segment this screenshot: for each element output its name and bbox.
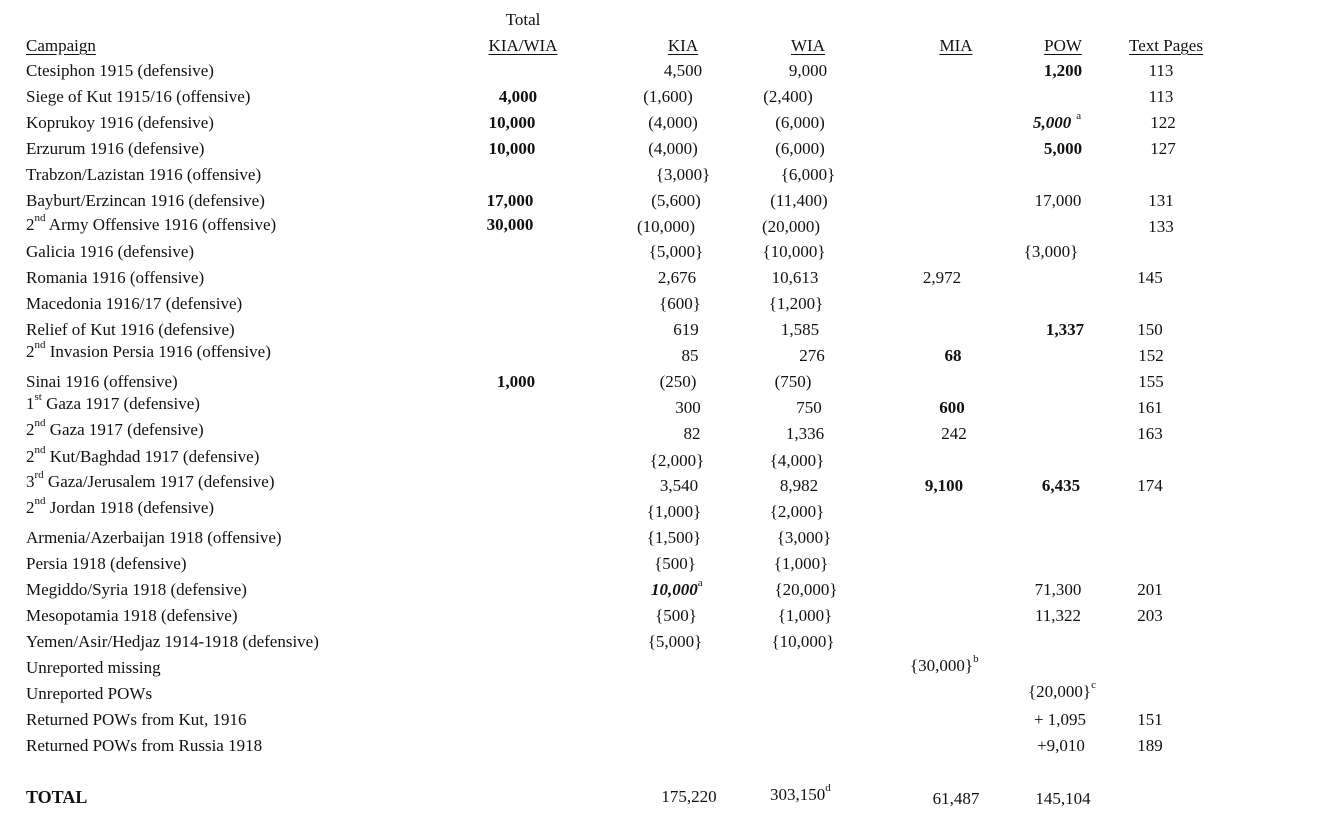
header-total-top: Total (505, 10, 541, 29)
row-pages: 127 (1150, 139, 1176, 158)
row-wia: {2,000} (769, 502, 825, 521)
row-mia: 68 (944, 346, 962, 365)
row-campaign: 1st Gaza 1917 (defensive) (26, 391, 200, 413)
row-kia: 300 (675, 398, 701, 417)
row-campaign: 2nd Jordan 1918 (defensive) (26, 495, 215, 517)
row-pow: 1,200 (1043, 61, 1083, 80)
row-campaign: Persia 1918 (defensive) (26, 554, 187, 573)
footnote-d: d (825, 782, 831, 795)
total-kia: 175,220 (661, 787, 717, 806)
total-label: TOTAL (26, 787, 88, 807)
row-kia: 4,500 (663, 61, 703, 80)
row-campaign: Erzurum 1916 (defensive) (26, 139, 205, 158)
row-kia: (5,600) (651, 191, 701, 210)
row-wia: {6,000} (780, 165, 836, 184)
footnote-a: a (1076, 110, 1082, 123)
row-campaign: Siege of Kut 1915/16 (offensive) (26, 87, 251, 106)
row-pages: 201 (1137, 580, 1163, 599)
header-text-pages: Text Pages (1129, 36, 1203, 55)
row-wia: {1,200} (768, 294, 824, 313)
total-mia: 61,487 (932, 789, 980, 808)
row-campaign: Macedonia 1916/17 (defensive) (26, 294, 243, 313)
row-mia: 242 (941, 424, 967, 443)
row-wia: 276 (799, 346, 825, 365)
footnote-c: c (1091, 679, 1096, 692)
row-campaign: Relief of Kut 1916 (defensive) (26, 320, 235, 339)
header-kia: KIA (667, 36, 699, 55)
header-wia: WIA (791, 36, 825, 55)
row-pow: 5,000 (1043, 139, 1083, 158)
row-wia: {1,000} (773, 554, 829, 573)
row-pages: 131 (1148, 191, 1174, 210)
row-campaign: Unreported POWs (26, 684, 153, 703)
row-kia: {500} (655, 606, 697, 625)
row-wia: 9,000 (788, 61, 828, 80)
total-wia: 303,150$^d$ (770, 782, 831, 804)
row-campaign: Armenia/Azerbaijan 1918 (offensive) (26, 528, 282, 547)
row-kia: 85 (681, 346, 699, 365)
row-kia: (250) (659, 372, 697, 391)
row-kia: {600} (659, 294, 701, 313)
row-campaign: 3rd Gaza/Jerusalem 1917 (defensive) (26, 469, 275, 491)
row-campaign: Sinai 1916 (offensive) (26, 372, 178, 391)
row-wia: {3,000} (776, 528, 832, 547)
row-kia: {2,000} (649, 451, 705, 470)
row-pow: $\{20,000\}^c$ (1028, 679, 1096, 701)
row-kia: (4,000) (648, 113, 698, 132)
row-campaign: 2nd Gaza 1917 (defensive) (26, 417, 204, 439)
row-pages: 152 (1138, 346, 1164, 365)
row-wia: {10,000} (771, 632, 835, 651)
row-pages: 133 (1148, 217, 1174, 236)
row-kia: {3,000} (655, 165, 711, 184)
row-campaign: 2nd Kut/Baghdad 1917 (defensive) (26, 444, 260, 466)
row-kia: 2,676 (657, 268, 697, 287)
row-campaign: Koprukoy 1916 (defensive) (26, 113, 214, 132)
header-total-kia-wia: KIA/WIA (488, 36, 558, 55)
row-wia: (20,000) (761, 217, 821, 236)
row-wia: (6,000) (775, 139, 825, 158)
row-wia: 1,585 (780, 320, 820, 339)
row-wia: (6,000) (775, 113, 825, 132)
row-kia: {5,000} (648, 242, 704, 261)
row-wia: 10,613 (771, 268, 819, 287)
row-wia: {20,000} (774, 580, 838, 599)
row-campaign: Yemen/Asir/Hedjaz 1914-1918 (defensive) (26, 632, 319, 651)
row-total: 1,000 (496, 372, 536, 391)
row-campaign: Returned POWs from Russia 1918 (26, 736, 263, 755)
row-pages: 203 (1137, 606, 1163, 625)
row-kia: (1,600) (643, 87, 693, 106)
header-campaign: Campaign (26, 36, 96, 55)
row-total: 30,000 (486, 215, 534, 234)
row-pages: 163 (1137, 424, 1163, 443)
row-pow: 17,000 (1034, 191, 1082, 210)
row-pages: 113 (1148, 61, 1174, 80)
row-campaign: 2nd Invasion Persia 1916 (offensive) (26, 339, 271, 361)
row-pages: 155 (1138, 372, 1164, 391)
row-total: 10,000 (488, 113, 536, 132)
row-pages: 150 (1137, 320, 1163, 339)
row-wia: 750 (796, 398, 822, 417)
row-kia: {5,000} (647, 632, 703, 651)
row-wia: {4,000} (769, 451, 825, 470)
row-pow: 71,300 (1034, 580, 1082, 599)
row-mia: 2,972 (922, 268, 962, 287)
row-pages: 113 (1148, 87, 1174, 106)
row-campaign: Megiddo/Syria 1918 (defensive) (26, 580, 247, 599)
footnote-a: a (697, 577, 703, 590)
row-wia: (11,400) (770, 191, 828, 210)
row-campaign: Returned POWs from Kut, 1916 (26, 710, 247, 729)
row-pow: +9,010 (1037, 736, 1085, 755)
row-pages: 189 (1137, 736, 1163, 755)
header-pow: POW (1044, 36, 1082, 55)
row-pages: 122 (1150, 113, 1176, 132)
total-pow: 145,104 (1035, 789, 1091, 808)
row-pow: 6,435 (1041, 476, 1081, 495)
row-pages: 145 (1137, 268, 1163, 287)
row-kia: {1,000} (646, 502, 702, 521)
row-mia: 600 (939, 398, 965, 417)
row-kia: 3,540 (659, 476, 699, 495)
row-kia: (4,000) (648, 139, 698, 158)
row-kia: 619 (673, 320, 699, 339)
row-campaign: Ctesiphon 1915 (defensive) (26, 61, 214, 80)
row-kia: {500} (654, 554, 696, 573)
row-wia: {10,000} (762, 242, 826, 261)
row-total: 4,000 (498, 87, 538, 106)
row-wia: 1,336 (785, 424, 825, 443)
row-wia: (2,400) (763, 87, 813, 106)
row-pow: 1,337 (1045, 320, 1085, 339)
row-pages: 161 (1137, 398, 1163, 417)
row-campaign: Trabzon/Lazistan 1916 (offensive) (26, 165, 262, 184)
row-pow: {3,000} (1023, 242, 1079, 261)
row-campaign: 2nd Army Offensive 1916 (offensive) (26, 212, 277, 234)
row-mia: 9,100 (924, 476, 964, 495)
row-campaign: Unreported missing (26, 658, 161, 677)
row-mia: $\{30,000\}^b$ (910, 653, 979, 675)
row-pages: 174 (1137, 476, 1163, 495)
row-wia: {1,000} (777, 606, 833, 625)
row-pow: 5,000 $^a$ (1033, 110, 1082, 132)
row-kia: {1,500} (646, 528, 702, 547)
row-kia: 10,000$^a$ (651, 577, 703, 599)
row-campaign: Romania 1916 (offensive) (26, 268, 205, 287)
row-kia: (10,000) (636, 217, 696, 236)
row-kia: 82 (683, 424, 701, 443)
row-wia: 8,982 (779, 476, 819, 495)
row-total: 10,000 (488, 139, 536, 158)
row-campaign: Galicia 1916 (defensive) (26, 242, 195, 261)
header-mia: MIA (939, 36, 973, 55)
row-pages: 151 (1137, 710, 1163, 729)
row-campaign: Bayburt/Erzincan 1916 (defensive) (26, 191, 265, 210)
row-campaign: Mesopotamia 1918 (defensive) (26, 606, 238, 625)
footnote-b: b (973, 653, 979, 666)
row-pow: 11,322 (1034, 606, 1082, 625)
row-wia: (750) (774, 372, 812, 391)
row-total: 17,000 (486, 191, 534, 210)
row-pow: + 1,095 (1033, 710, 1087, 729)
